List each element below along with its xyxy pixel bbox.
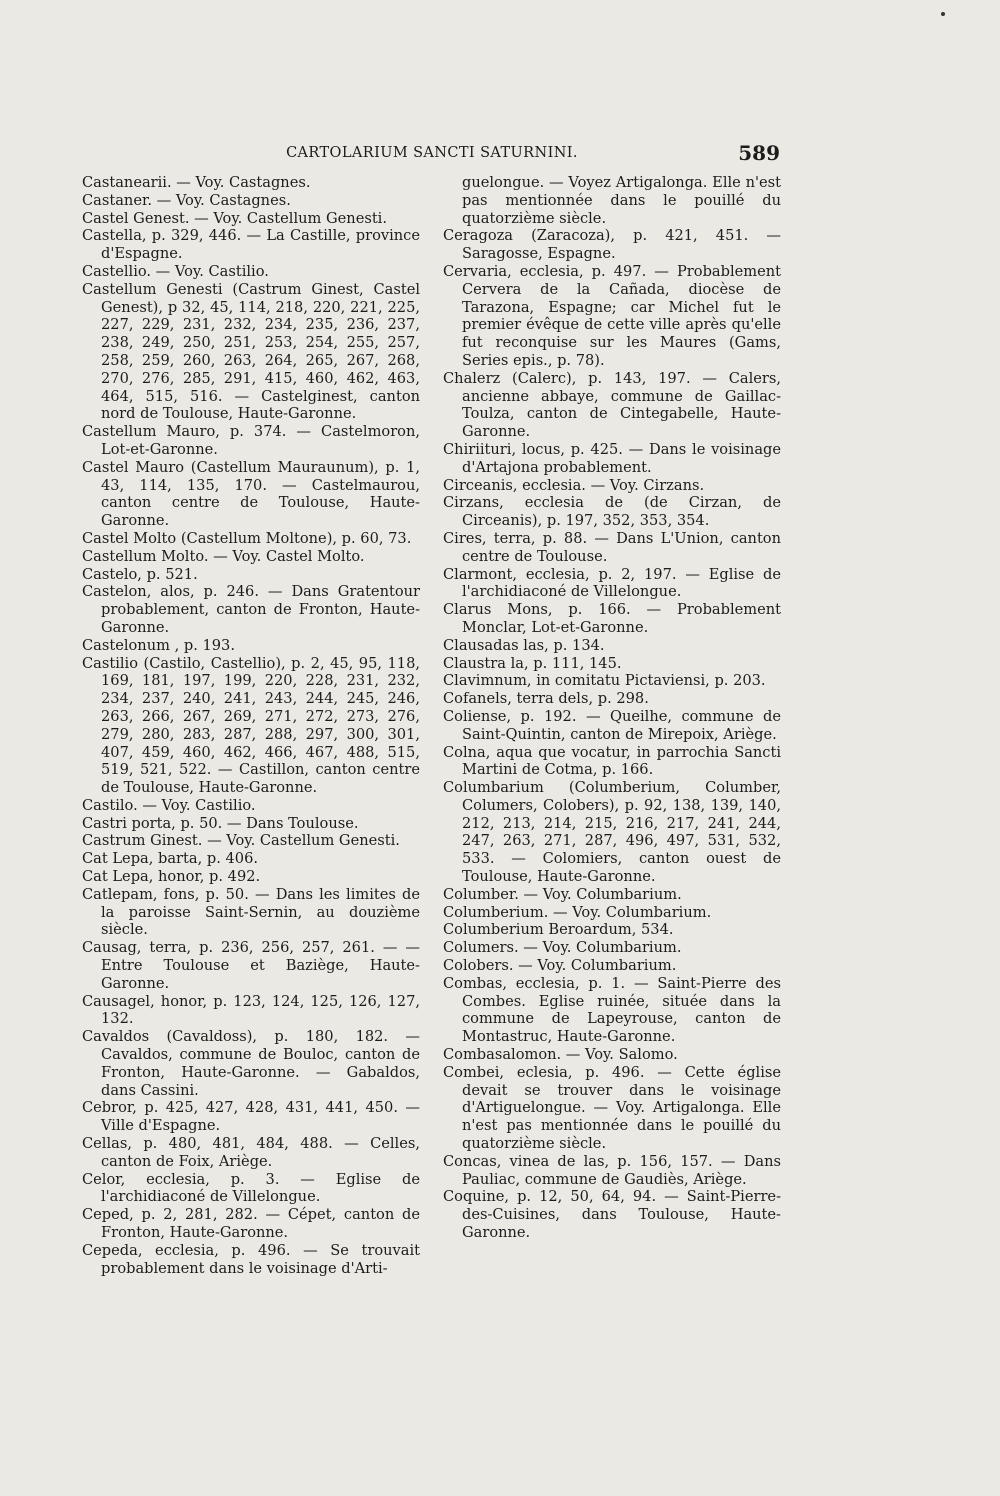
edge-mark [941, 12, 945, 16]
index-entry: Clarmont, ecclesia, p. 2, 197. — Eglise de l'archidiaconé de Villelongue. [443, 565, 781, 601]
index-entry: Causagel, honor, p. 123, 124, 125, 126, 127, 132. [82, 992, 420, 1028]
index-entry: Celor, ecclesia, p. 3. — Eglise de l'archidiaconé de Villelongue. [82, 1170, 420, 1206]
index-entry: Ceragoza (Zaracoza), p. 421, 451. — Saragosse, Espagne. [443, 227, 781, 263]
index-entry: Cires, terra, p. 88. — Dans L'Union, canton centre de Toulouse. [443, 529, 781, 565]
index-entry: Cofanels, terra dels, p. 298. [443, 690, 649, 708]
index-entry: Castel Mauro (Castellum Mauraunum), p. 1, 43, 114, 135, 170. — Castelmaurou, canton centre de Toulouse, Haute-Garonne. [82, 458, 420, 530]
index-entry: Coliense, p. 192. — Queilhe, commune de Saint-Quintin, canton de Mirepoix, Ariège. [443, 707, 781, 743]
running-title: CARTOLARIUM SANCTI SATURNINI. [286, 145, 578, 161]
index-entry: Circeanis, ecclesia. — Voy. Cirzans. [443, 476, 705, 494]
index-entry: Colobers. — Voy. Columbarium. [443, 957, 677, 975]
index-entry: Cirzans, ecclesia de (de Cirzan, de Circeanis), p. 197, 352, 353, 354. [443, 494, 781, 530]
index-entry: Columers. — Voy. Columbarium. [443, 939, 682, 957]
index-entry: Combas, ecclesia, p. 1. — Saint-Pierre des Combes. Eglise ruinée, située dans la commune de Lapeyrouse, canton de Montastruc, Haute-Garonne. [443, 974, 781, 1046]
index-entry: Coquine, p. 12, 50, 64, 94. — Saint-Pierre-des-Cuisines, dans Toulouse, Haute-Garonne. [443, 1188, 781, 1242]
right-column [443, 174, 781, 1242]
index-entry: Chalerz (Calerc), p. 143, 197. — Calers, ancienne abbaye, commune de Gaillac-Toulza, canton de Cintegabelle, Haute-Garonne. [443, 369, 781, 441]
index-entry: Chiriituri, locus, p. 425. — Dans le voisinage d'Artajona probablement. [443, 440, 781, 476]
index-entry: Clarus Mons, p. 166. — Probablement Monclar, Lot-et-Garonne. [443, 601, 781, 636]
index-entry: Catlepam, fons, p. 50. — Dans les limites de la paroisse Saint-Sernin, au douzième siècle. [82, 885, 420, 939]
index-entry: Castelo, p. 521. [82, 565, 198, 583]
index-entry: Castellio. — Voy. Castilio. [82, 262, 269, 280]
index-entry: Castrum Ginest. — Voy. Castellum Genesti. [82, 832, 400, 850]
index-entry: Clausadas las, p. 134. [443, 636, 605, 654]
index-entry: Castella, p. 329, 446. — La Castille, province d'Espagne. [82, 227, 420, 263]
page-number: 589 [738, 141, 780, 165]
index-entry: Causag, terra, p. 236, 256, 257, 261. — — Entre Toulouse et Baziège, Haute-Garonne. [82, 939, 420, 992]
index-entry: Cavaldos (Cavaldoss), p. 180, 182. — Cavaldos, commune de Bouloc, canton de Fronton, Haute-Garonne. — Gabaldos, dans Cassini. [82, 1028, 420, 1099]
index-entry: Cepeda, ecclesia, p. 496. — Se trouvait probablement dans le voisinage d'Arti- [82, 1241, 420, 1277]
index-entry: Ceped, p. 2, 281, 282. — Cépet, canton de Fronton, Haute-Garonne. [82, 1206, 420, 1242]
index-entry: Colna, aqua que vocatur, in parrochia Sancti Martini de Cotma, p. 166. [443, 743, 781, 779]
index-entry: Combei, eclesia, p. 496. — Cette église devait se trouver dans le voisinage d'Artiguelongue. — Voy. Artigalonga. Elle n'est pas mentionnée dans le pouillé du quatorzième siècle. [443, 1063, 781, 1153]
index-entry: Castel Molto (Castellum Moltone), p. 60, 73. [82, 529, 412, 547]
index-entry: Castri porta, p. 50. — Dans Toulouse. [82, 814, 359, 832]
index-entry: Castellum Genesti (Castrum Ginest, Castel Genest), p 32, 45, 114, 218, 220, 221, 225, 227, 229, 231, 232, 234, 235, 236, 237, 238, 249, 250, 251, 253, 254, 255, 257, 258, 259, 260, 263, 264, 265, 267, 268, 270, 276, 285, 291, 415, 460, 462, 463, 464, 515, 516. — Castelginest, canton nord de Toulouse, Haute-Garonne. [82, 280, 420, 423]
index-entry: Columbarium (Columberium, Columber, Columers, Colobers), p. 92, 138, 139, 140, 212, 213, 214, 215, 216, 217, 241, 244, 247, 263, 271, 287, 496, 497, 531, 532, 533. — Colomiers, canton ouest de Toulouse, Haute-Garonne. [443, 779, 781, 886]
index-entry: Columber. — Voy. Columbarium. [443, 885, 682, 903]
left-column [82, 174, 420, 1277]
index-entry: Cebror, p. 425, 427, 428, 431, 441, 450. — Ville d'Espagne. [82, 1099, 420, 1135]
page-header [84, 141, 780, 165]
index-entry: Castelon, alos, p. 246. — Dans Gratentour probablement, canton de Fronton, Haute-Garonne. [82, 583, 420, 636]
index-entry: Concas, vinea de las, p. 156, 157. — Dans Pauliac, commune de Gaudiès, Ariège. [443, 1152, 781, 1188]
index-entry: Castellum Mauro, p. 374. — Castelmoron, Lot-et-Garonne. [82, 423, 420, 458]
index-entry: Cat Lepa, barta, p. 406. [82, 850, 258, 868]
index-entry: Castelonum , p. 193. [82, 636, 235, 654]
index-entry: Columberium. — Voy. Columbarium. [443, 903, 712, 921]
index-entry: Castaner. — Voy. Castagnes. [82, 191, 291, 209]
index-entry: Cat Lepa, honor, p. 492. [82, 868, 261, 886]
index-entry: Castel Genest. — Voy. Castellum Genesti. [82, 209, 387, 227]
index-entry: Clavimnum, in comitatu Pictaviensi, p. 203. [443, 672, 766, 690]
index-entry: Castilo. — Voy. Castilio. [82, 796, 256, 814]
index-entry: Combasalomon. — Voy. Salomo. [443, 1046, 678, 1064]
index-entry: Castanearii. — Voy. Castagnes. [82, 174, 311, 191]
index-entry: Cellas, p. 480, 481, 484, 488. — Celles, canton de Foix, Ariège. [82, 1135, 420, 1170]
index-entry: Claustra la, p. 111, 145. [443, 654, 622, 672]
index-entry: Columberium Beroardum, 534. [443, 921, 674, 939]
index-entry: Castilio (Castilo, Castellio), p. 2, 45, 95, 118, 169, 181, 197, 199, 220, 228, 231, 232, 234, 237, 240, 241, 243, 244, 245, 246, 263, 266, 267, 269, 271, 272, 273, 276, 279, 280, 283, 287, 288, 297, 300, 301, 407, 459, 460, 462, 466, 467, 488, 515, 519, 521, 522. — Castillon, canton centre de Toulouse, Haute-Garonne. [82, 654, 420, 797]
index-entry: guelongue. — Voyez Artigalonga. Elle n'est pas mentionnée dans le pouillé du quatorzième siècle. [462, 174, 781, 227]
index-entry: Castellum Molto. — Voy. Castel Molto. [82, 547, 365, 565]
index-entry: Cervaria, ecclesia, p. 497. — Probablement Cervera de la Cañada, diocèse de Tarazona, Espagne; car Michel fut le premier évêque de cette ville après qu'elle fut reconquise sur les Maures (Gams, Series epis., p. 78). [443, 262, 781, 369]
